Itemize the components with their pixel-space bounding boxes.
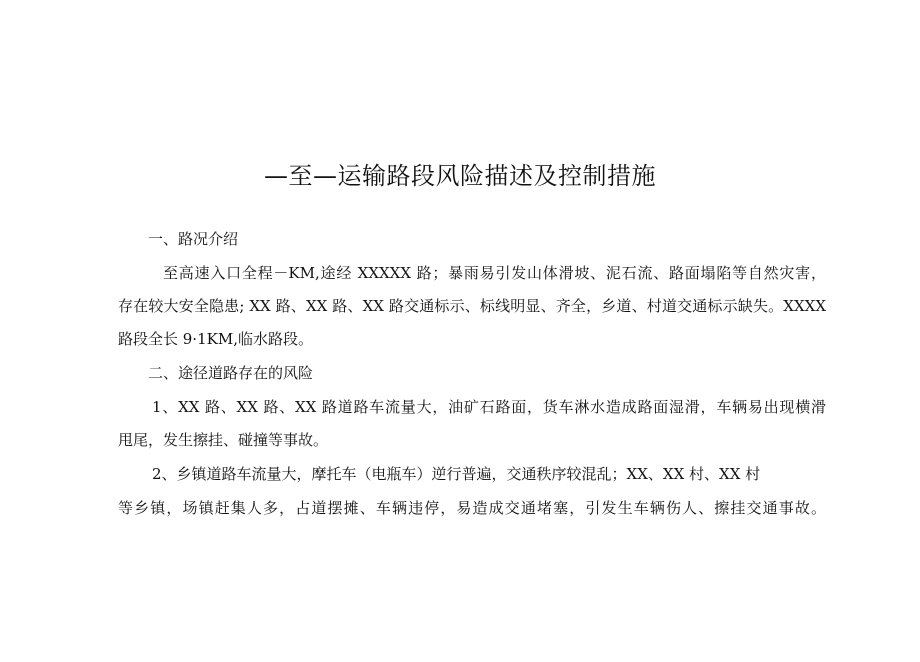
paragraph-line: 至高速入口全程－KM,途经 XXXXX 路；暴雨易引发山体滑坡、泥石流、路面塌陷等自然灾害， [163,264,826,282]
section-heading-road-intro: 一、路况介绍 [148,230,239,248]
paragraph-line: 路段全长 9·1KM,临水路段。 [118,330,313,348]
risk-item-1-line: 1、XX 路、XX 路、XX 路道路车流量大，油矿石路面，货车淋水造成路面湿滑，车辆易出现横滑 [152,398,826,416]
risk-item-1-line: 甩尾，发生擦挂、碰撞等事故。 [118,431,329,449]
paragraph-line: 存在较大安全隐患; XX 路、XX 路、XX 路交通标示、标线明显、齐全，乡道、村道交通标示缺失。XXXX [118,297,826,315]
document-title: —至—运输路段风险描述及控制措施 [264,162,656,190]
section-heading-road-risks: 二、途径道路存在的风险 [148,364,314,382]
risk-item-2-line: 等乡镇，场镇赶集人多，占道摆摊、车辆违停，易造成交通堵塞，引发生车辆伤人、擦挂交通事故。 [118,499,826,517]
risk-item-2-line: 2、乡镇道路车流量大，摩托车（电瓶车）逆行普遍，交通秩序较混乱；XX、XX 村、XX 村 [152,465,761,483]
